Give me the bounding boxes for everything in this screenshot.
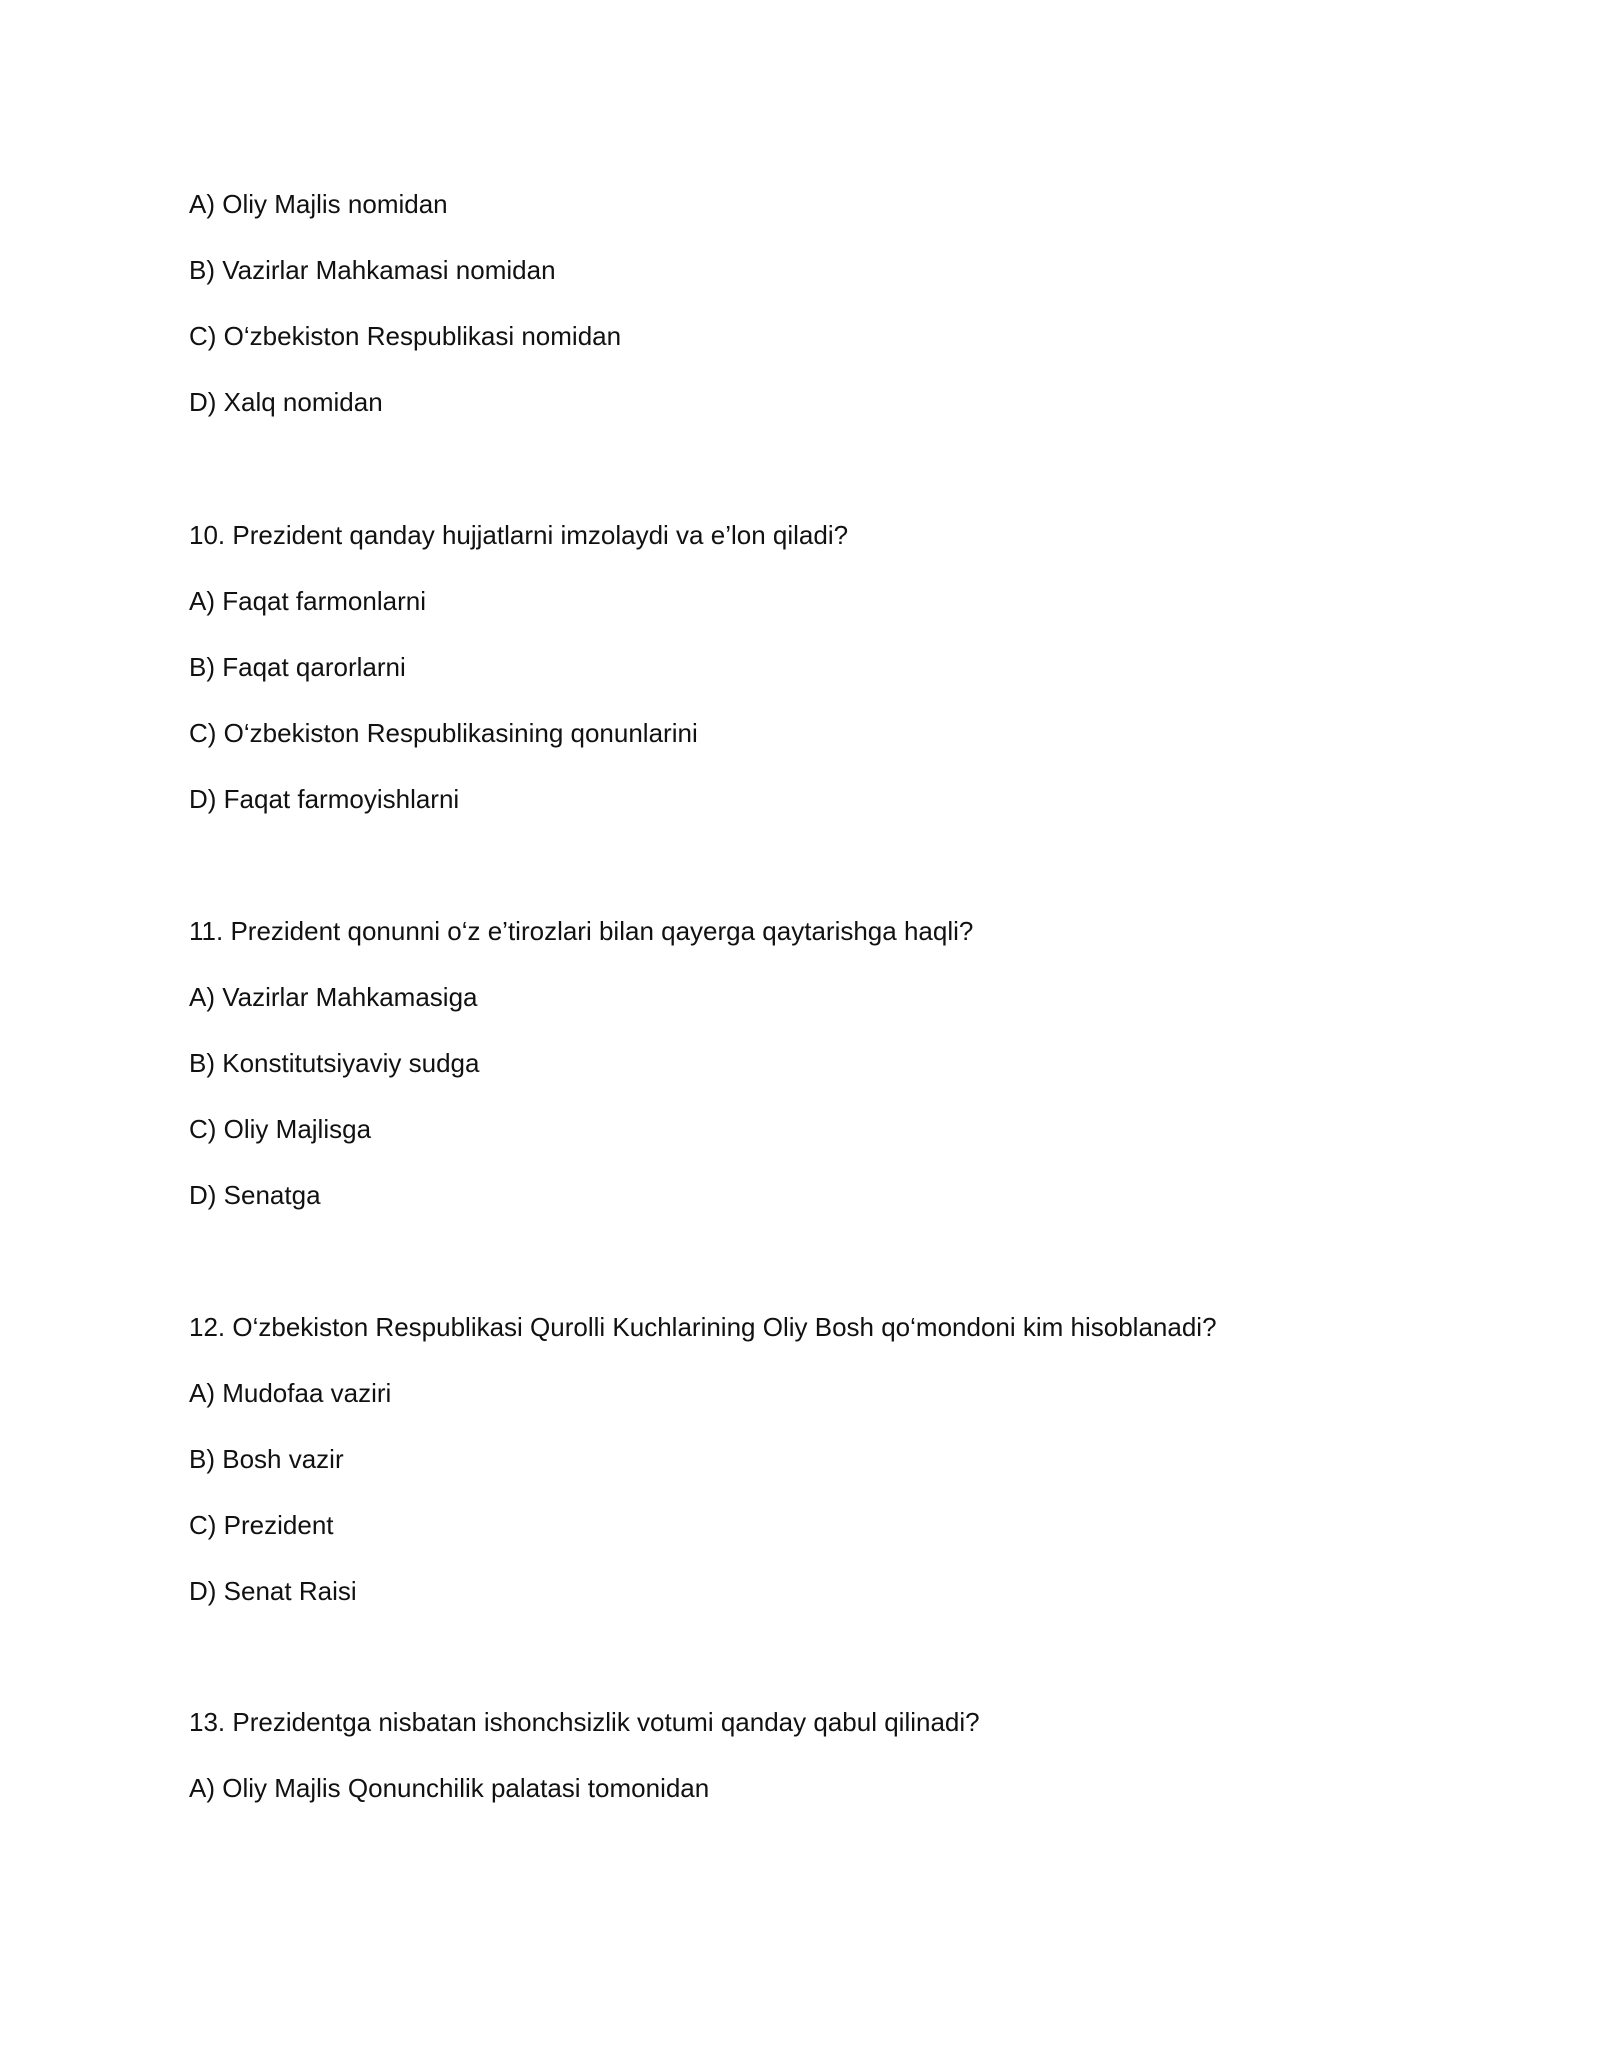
q9-option-b: B) Vazirlar Mahkamasi nomidan [189, 255, 556, 285]
q12-option-a: A) Mudofaa vaziri [189, 1378, 392, 1408]
q11-option-c: C) Oliy Majlisga [189, 1114, 372, 1144]
q13-question: 13. Prezidentga nisbatan ishonchsizlik votumi qanday qabul qilinadi? [189, 1707, 980, 1737]
q9-option-c: C) O‘zbekiston Respublikasi nomidan [189, 321, 622, 351]
q12-option-d: D) Senat Raisi [189, 1576, 357, 1606]
q11-option-d: D) Senatga [189, 1180, 321, 1210]
q10-option-d: D) Faqat farmoyishlarni [189, 784, 460, 814]
q12-question: 12. O‘zbekiston Respublikasi Qurolli Kuchlarining Oliy Bosh qo‘mondoni kim hisoblanadi? [189, 1312, 1217, 1342]
q11-question: 11. Prezident qonunni o‘z e’tirozlari bilan qayerga qaytarishga haqli? [189, 916, 974, 946]
q10-option-c: C) O‘zbekiston Respublikasining qonunlarini [189, 718, 698, 748]
q13-option-a: A) Oliy Majlis Qonunchilik palatasi tomonidan [189, 1773, 710, 1803]
q12-option-b: B) Bosh vazir [189, 1444, 344, 1474]
q9-option-d: D) Xalq nomidan [189, 387, 383, 417]
q10-option-b: B) Faqat qarorlarni [189, 652, 406, 682]
q11-option-a: A) Vazirlar Mahkamasiga [189, 982, 478, 1012]
q9-option-a: A) Oliy Majlis nomidan [189, 189, 448, 219]
q10-question: 10. Prezident qanday hujjatlarni imzolaydi va e’lon qiladi? [189, 520, 849, 550]
q10-option-a: A) Faqat farmonlarni [189, 586, 426, 616]
q12-option-c: C) Prezident [189, 1510, 334, 1540]
q11-option-b: B) Konstitutsiyaviy sudga [189, 1048, 480, 1078]
